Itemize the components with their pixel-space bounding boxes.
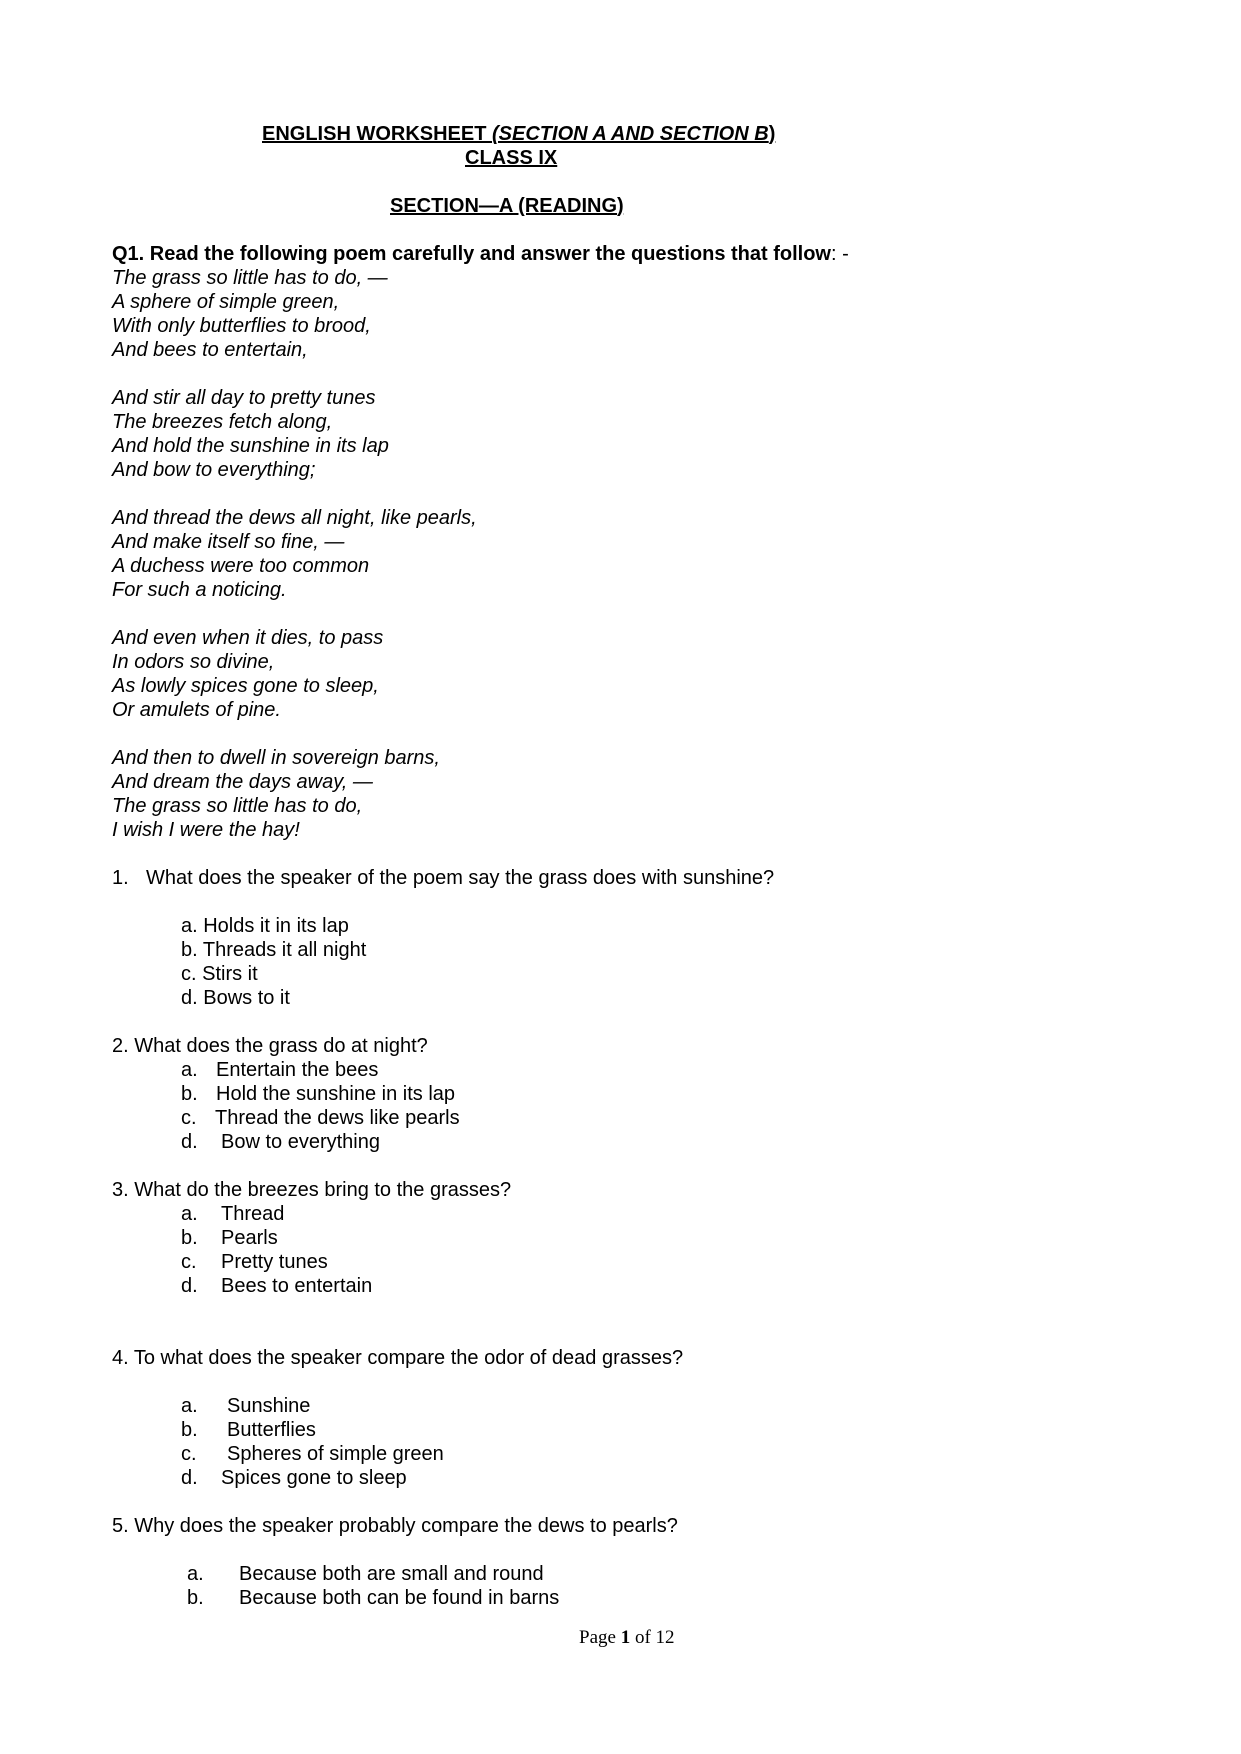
- question-5-label-b: b.: [187, 1587, 204, 1609]
- question-2-option-b: Hold the sunshine in its lap: [216, 1083, 456, 1105]
- poem-line: Or amulets of pine.: [112, 699, 281, 721]
- question-2-label-a: a.: [181, 1059, 198, 1081]
- question-4-option-d: Spices gone to sleep: [221, 1467, 407, 1489]
- question-4-option-b: Butterflies: [227, 1419, 316, 1441]
- page-word: Page: [579, 1627, 621, 1648]
- question-2-label-d: d.: [181, 1131, 198, 1153]
- poem-line: In odors so divine,: [112, 651, 275, 673]
- question-4-option-c: Spheres of simple green: [227, 1443, 444, 1465]
- question-4-label-a: a.: [181, 1395, 198, 1417]
- question-3-text: 3. What do the breezes bring to the grasses?: [112, 1179, 512, 1201]
- question-1-option-d: d. Bows to it: [181, 987, 290, 1009]
- section-title-text: SECTION—A (READING: [390, 195, 618, 217]
- question-1-text: What does the speaker of the poem say the grass does with sunshine?: [146, 867, 775, 889]
- question-2-option-d: Bow to everything: [221, 1131, 380, 1153]
- question-4-text: 4. To what does the speaker compare the odor of dead grasses?: [112, 1347, 684, 1369]
- q1-instruction: [112, 242, 849, 266]
- poem-line: The breezes fetch along,: [112, 411, 333, 433]
- page-current: 1: [620, 1627, 631, 1648]
- question-5-option-a: Because both are small and round: [239, 1563, 544, 1585]
- question-4-label-b: b.: [181, 1419, 198, 1441]
- question-4-label-c: c.: [181, 1443, 197, 1465]
- question-3-label-c: c.: [181, 1251, 197, 1273]
- question-2-option-c: Thread the dews like pearls: [215, 1107, 460, 1129]
- poem-line: I wish I were the hay!: [112, 819, 300, 841]
- page-of: of 12: [630, 1627, 675, 1648]
- question-1-number: 1.: [112, 867, 129, 889]
- q1-instruction-text: Q1. Read the following poem carefully and answer the questions that follow: [112, 243, 831, 265]
- question-2-option-a: Entertain the bees: [216, 1059, 379, 1081]
- question-5-option-b: Because both can be found in barns: [239, 1587, 560, 1609]
- q1-instruction-tail: : -: [830, 243, 849, 265]
- poem-line: With only butterflies to brood,: [112, 315, 371, 337]
- poem-line: And hold the sunshine in its lap: [112, 435, 389, 457]
- poem-line: And bow to everything;: [112, 459, 316, 481]
- poem-line: And bees to entertain,: [112, 339, 308, 361]
- question-4-label-d: d.: [181, 1467, 198, 1489]
- title-main: ENGLISH WORKSHEET: [262, 123, 493, 145]
- worksheet-title: [262, 122, 775, 146]
- poem-line: And then to dwell in sovereign barns,: [112, 747, 440, 769]
- question-5-text: 5. Why does the speaker probably compare the dews to pearls?: [112, 1515, 678, 1537]
- poem-line: A sphere of simple green,: [112, 291, 340, 313]
- poem-line: And make itself so fine, —: [112, 531, 345, 553]
- poem-line: A duchess were too common: [112, 555, 370, 577]
- section-title: [390, 194, 624, 218]
- poem-line: As lowly spices gone to sleep,: [112, 675, 379, 697]
- poem-line: The grass so little has to do, —: [112, 267, 388, 289]
- question-1-option-a: a. Holds it in its lap: [181, 915, 349, 937]
- title-close: ): [768, 123, 776, 145]
- question-3-option-d: Bees to entertain: [221, 1275, 373, 1297]
- question-3-option-a: Thread: [221, 1203, 285, 1225]
- page-number: [579, 1626, 675, 1650]
- section-title-close: ): [617, 195, 624, 217]
- title-sections: (SECTION A AND SECTION B: [492, 123, 769, 145]
- poem-line: And even when it dies, to pass: [112, 627, 384, 649]
- question-3-label-a: a.: [181, 1203, 198, 1225]
- poem-line: For such a noticing.: [112, 579, 287, 601]
- question-2-label-c: c.: [181, 1107, 197, 1129]
- question-2-label-b: b.: [181, 1083, 198, 1105]
- question-3-option-c: Pretty tunes: [221, 1251, 328, 1273]
- question-1-option-c: c. Stirs it: [181, 963, 258, 985]
- question-2-text: 2. What does the grass do at night?: [112, 1035, 428, 1057]
- question-5-label-a: a.: [187, 1563, 204, 1585]
- question-1-option-b: b. Threads it all night: [181, 939, 367, 961]
- poem-line: And dream the days away, —: [112, 771, 373, 793]
- question-3-label-b: b.: [181, 1227, 198, 1249]
- poem-line: The grass so little has to do,: [112, 795, 363, 817]
- poem-line: And stir all day to pretty tunes: [112, 387, 376, 409]
- question-4-option-a: Sunshine: [227, 1395, 311, 1417]
- poem-line: And thread the dews all night, like pearls,: [112, 507, 477, 529]
- question-3-option-b: Pearls: [221, 1227, 278, 1249]
- class-label: CLASS IX: [465, 147, 558, 169]
- question-3-label-d: d.: [181, 1275, 198, 1297]
